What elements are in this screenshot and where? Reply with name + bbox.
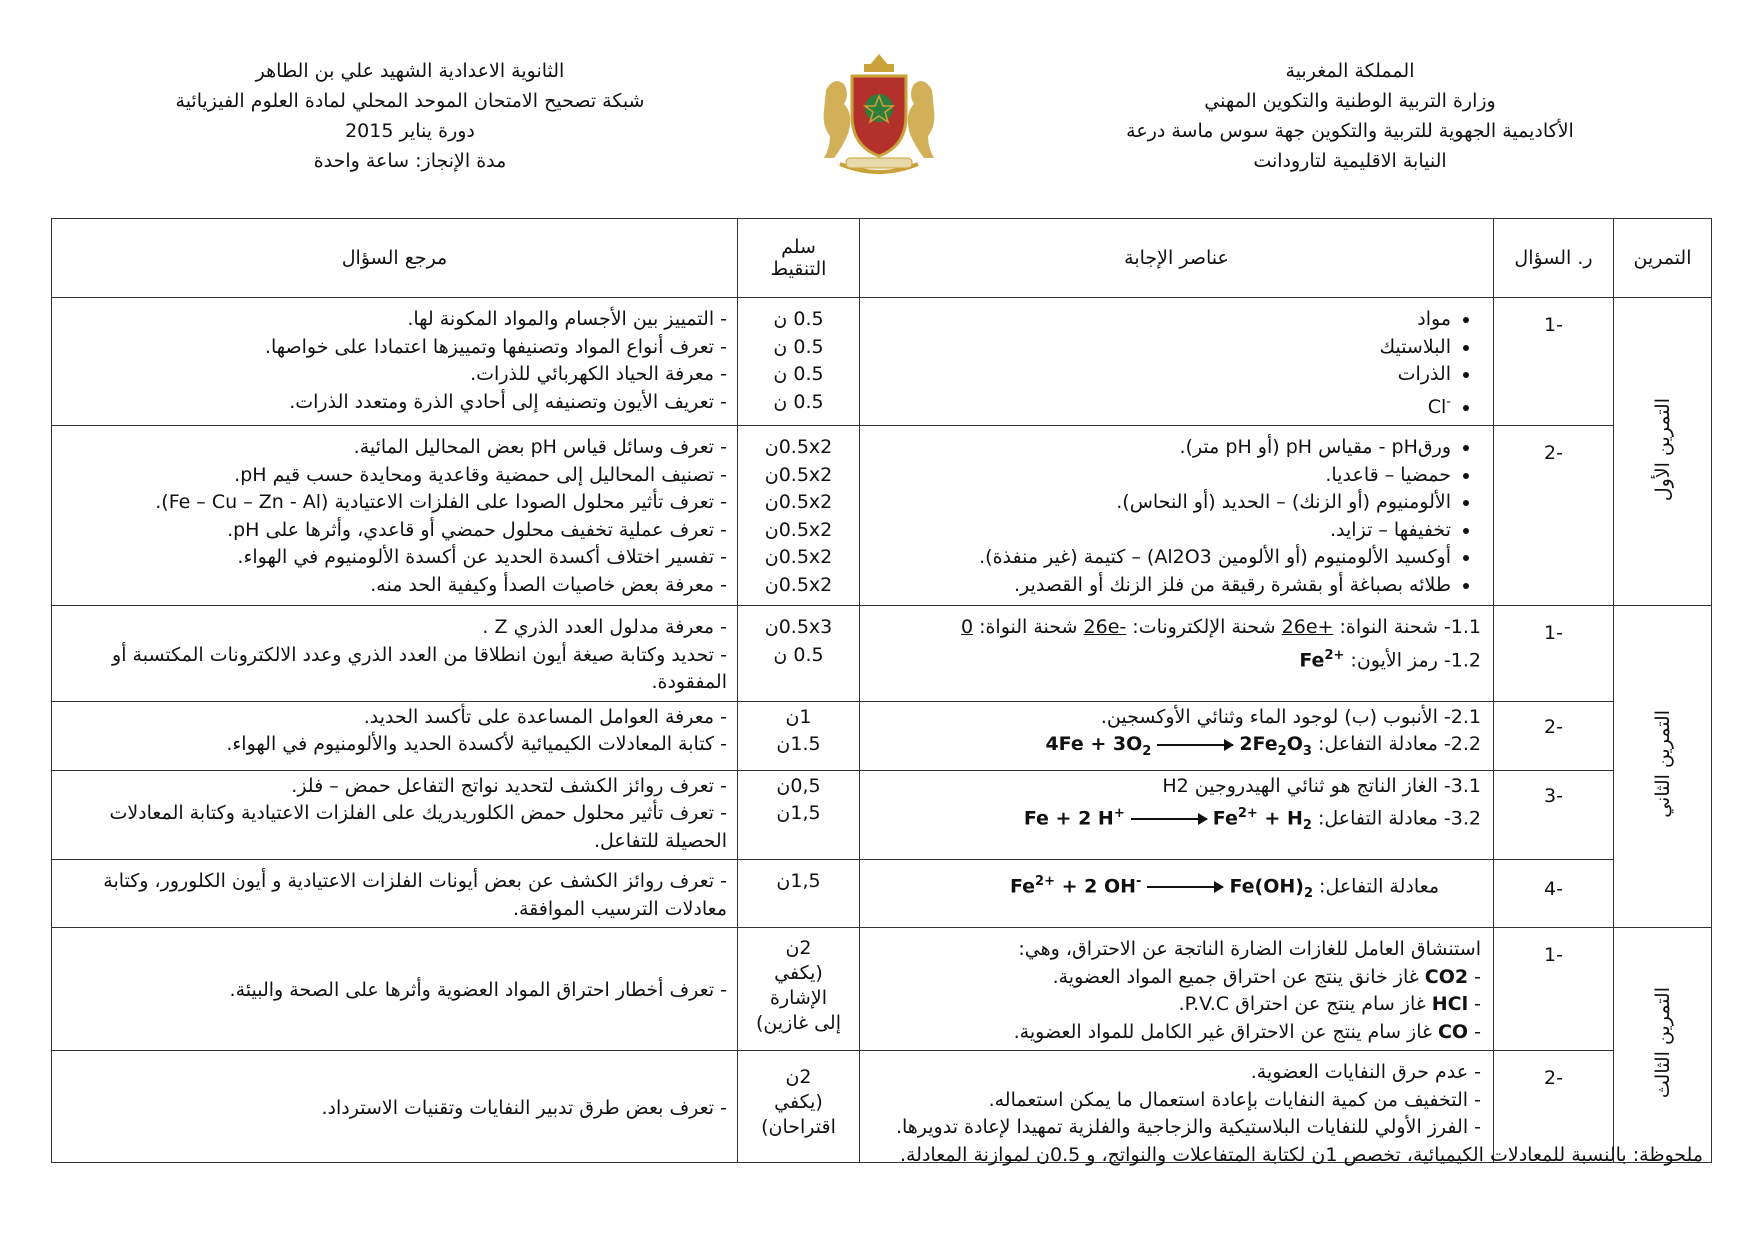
points-cell xyxy=(738,606,860,702)
points-note: إلى غازين) xyxy=(755,1012,841,1035)
points-value: 0.5x2ن xyxy=(764,463,833,486)
points-cell xyxy=(738,298,860,426)
points-value: 0.5x2ن xyxy=(764,546,833,569)
superscript: - xyxy=(1136,874,1142,890)
points-cell xyxy=(738,928,860,1051)
correction-table xyxy=(51,218,1712,1163)
reference-item: - التمييز بين الأجسام والمواد المكونة لها. xyxy=(407,308,727,330)
answer-text: 2.2- معادلة التفاعل: xyxy=(1311,733,1481,756)
header-right xyxy=(1030,56,1670,176)
points-value: 0.5x2ن xyxy=(764,436,833,459)
answer-cell xyxy=(860,298,1494,426)
net-charge: 0 xyxy=(960,616,974,639)
gas-name: CO2 xyxy=(1424,965,1469,988)
superscript: 2+ xyxy=(1237,806,1258,822)
answer-line: - CO2 غاز خانق ينتج عن احتراق جميع المواد العضوية. xyxy=(1052,965,1481,988)
answer-text: غاز سام ينتج عن الاحتراق غير الكامل للمواد العضوية. xyxy=(1013,1020,1438,1043)
answer-item: • حمضيا – قاعديا. xyxy=(868,462,1451,490)
answer-text: غاز سام ينتج عن احتراق P.V.C. xyxy=(1178,993,1432,1016)
table-row xyxy=(52,860,1712,928)
question-number: -4 xyxy=(1494,860,1614,928)
answer-cell xyxy=(860,770,1494,860)
header-right-line: المملكة المغربية xyxy=(1285,60,1415,82)
points-cell xyxy=(738,860,860,928)
header-question-reference: مرجع السؤال xyxy=(52,219,738,298)
points-value: 1.5ن xyxy=(776,733,821,756)
reference-item: - تحديد وكتابة صيغة أيون انطلاقا من العدد الذري وعدد الالكترونات المكتسبة أو المفقودة. xyxy=(112,643,727,694)
reference-item: - معرفة الحياد الكهربائي للذرات. xyxy=(470,363,727,385)
points-note: اقتراحان) xyxy=(761,1116,836,1139)
exercise-2-cell xyxy=(1614,606,1712,928)
session: دورة يناير 2015 xyxy=(345,120,475,142)
answer-line: - الفرز الأولي للنفايات البلاستيكية والزجاجية والفلزية تمهيدا لإعادة تدويرها. xyxy=(895,1116,1481,1139)
products: 2Fe xyxy=(1239,733,1278,756)
reaction-arrow-icon xyxy=(1147,886,1223,888)
points-note: الإشارة xyxy=(770,987,827,1010)
reference-item: - تعرف بعض طرق تدبير النفايات وتقنيات الاسترداد. xyxy=(321,1096,727,1119)
answer-line: 2.1- الأنبوب (ب) لوجود الماء وثنائي الأوكسجين. xyxy=(1100,705,1481,728)
reference-item: - تعرف تأثير محلول حمض الكلوريدريك على الفلزات الاعتيادية وكتابة المعادلات الحصيلة للتفاعل. xyxy=(109,802,727,852)
answer-item: • البلاستيك xyxy=(868,334,1451,362)
reference-cell xyxy=(52,298,738,426)
answer-cell xyxy=(860,928,1494,1051)
points-value: 2ن xyxy=(785,1066,812,1089)
reference-item: - تفسير اختلاف أكسدة الحديد عن أكسدة الألومنيوم في الهواء. xyxy=(237,546,727,569)
points-value: 1,5ن xyxy=(776,870,821,893)
subscript: 2 xyxy=(1302,818,1312,834)
reactants: + 2 OH xyxy=(1055,875,1137,898)
subscript: 2 xyxy=(1303,886,1314,902)
question-number: -3 xyxy=(1494,770,1614,860)
points-cell xyxy=(738,426,860,606)
answer-line xyxy=(868,642,1481,675)
table-row xyxy=(52,606,1712,702)
reference-cell xyxy=(52,426,738,606)
reference-item: - تعرف وسائل قياس pH بعض المحاليل المائية. xyxy=(353,436,727,459)
answer-text: شحنة الإلكترونات: xyxy=(1126,616,1282,639)
chemical-equation xyxy=(1010,868,1313,908)
answer-item: • الألومنيوم (أو الزنك) – الحديد (أو النحاس). xyxy=(868,489,1451,517)
answer-line: 3.1- الغاز الناتج هو ثنائي الهيدروجين H2 xyxy=(1162,774,1481,797)
chemical-equation xyxy=(1045,731,1311,765)
answer-line xyxy=(868,731,1481,765)
answer-item: • أوكسيد الألومنيوم (أو الألومين Al2O3) – كتيمة (غير منفذة). xyxy=(868,544,1451,572)
points-value: 2ن xyxy=(785,937,812,960)
superscript: + xyxy=(1113,806,1125,822)
reference-item: - تعرف روائز الكشف لتحديد نواتج التفاعل حمض – فلز. xyxy=(291,774,727,797)
table-row xyxy=(52,770,1712,860)
reference-item: - معرفة بعض خاصيات الصدأ وكيفية الحد منه. xyxy=(370,573,727,596)
question-number: -1 xyxy=(1494,928,1614,1051)
answer-text: شحنة النواة: xyxy=(973,616,1084,639)
table-header-row xyxy=(52,219,1712,298)
electron-charge: 26e- xyxy=(1083,616,1127,639)
ion-charge: 2+ xyxy=(1324,647,1345,663)
answer-line: - CO غاز سام ينتج عن الاحتراق غير الكامل للمواد العضوية. xyxy=(1013,1020,1481,1043)
answer-cell xyxy=(860,701,1494,770)
answer-text: 1.2- رمز الأيون: xyxy=(1344,649,1481,672)
reference-item: - معرفة العوامل المساعدة على تأكسد الحديد. xyxy=(363,705,727,728)
answer-item: • مواد xyxy=(868,306,1451,334)
school-name: الثانوية الاعدادية الشهيد علي بن الطاهر xyxy=(255,60,565,82)
points-note: (يكفي xyxy=(774,962,823,985)
products: + H xyxy=(1257,807,1303,830)
answer-item: • تخفيفها – تزايد. xyxy=(868,517,1451,545)
points-cell xyxy=(738,770,860,860)
table-row xyxy=(52,701,1712,770)
reactants: Fe + 2 H xyxy=(1023,807,1114,830)
answer-line xyxy=(868,800,1481,840)
exercise-3-cell xyxy=(1614,928,1712,1163)
header-question-number: ر. السؤال xyxy=(1494,219,1614,298)
header-right-line: الأكاديمية الجهوية للتربية والتكوين جهة سوس ماسة درعة xyxy=(1126,120,1574,142)
answer-cell xyxy=(860,426,1494,606)
answer-line: - التخفيف من كمية النفايات بإعادة استعمال ما يمكن استعماله. xyxy=(988,1088,1481,1111)
answer-text: 3.2- معادلة التفاعل: xyxy=(1311,807,1481,830)
reference-item: - كتابة المعادلات الكيميائية لأكسدة الحديد والألومنيوم في الهواء. xyxy=(226,733,727,756)
ion-symbol xyxy=(1299,642,1344,675)
document-title: شبكة تصحيح الامتحان الموحد المحلي لمادة العلوم الفيزيائية xyxy=(175,90,645,112)
question-number: -2 xyxy=(1494,701,1614,770)
header-left xyxy=(100,56,720,176)
header-right-line: النيابة الاقليمية لتارودانت xyxy=(1253,150,1447,172)
reference-item: - تعرف عملية تخفيف محلول حمضي أو قاعدي، وأثرها على pH. xyxy=(227,518,727,541)
answer-item-text: Cl xyxy=(1427,395,1447,418)
reference-cell xyxy=(52,770,738,860)
gas-name: CO xyxy=(1437,1020,1469,1043)
table-row xyxy=(52,298,1712,426)
exercise-1-cell xyxy=(1614,298,1712,606)
header-answer-elements: عناصر الإجابة xyxy=(860,219,1494,298)
products: O xyxy=(1286,733,1303,756)
subscript: 2 xyxy=(1277,744,1287,760)
reference-cell xyxy=(52,606,738,702)
answer-text: 1.1- شحنة النواة: xyxy=(1333,616,1481,639)
points-value: 0.5 ن xyxy=(773,363,824,385)
reference-cell xyxy=(52,928,738,1051)
subscript: 3 xyxy=(1302,744,1312,760)
products: Fe xyxy=(1212,807,1238,830)
reference-cell xyxy=(52,860,738,928)
gas-name: HCl xyxy=(1431,993,1469,1016)
table-row xyxy=(52,426,1712,606)
header-right-line: وزارة التربية الوطنية والتكوين المهني xyxy=(1204,90,1496,112)
reference-item: - تصنيف المحاليل إلى حمضية وقاعدية ومحايدة حسب قيم pH. xyxy=(234,463,727,486)
exercise-label: التمرين الثالث xyxy=(1651,987,1674,1099)
answer-text: غاز خانق ينتج عن احتراق جميع المواد العضوية. xyxy=(1052,965,1425,988)
ion-element: Fe xyxy=(1299,649,1325,672)
exercise-label: التمرين الأول xyxy=(1651,397,1674,501)
points-value: 0.5x2ن xyxy=(764,491,833,514)
question-number: -2 xyxy=(1494,426,1614,606)
points-value: 0.5x2ن xyxy=(764,518,833,541)
reference-item: - معرفة مدلول العدد الذري Z . xyxy=(482,616,727,639)
points-value: 1ن xyxy=(785,705,812,728)
points-value: 0.5 ن xyxy=(773,335,824,358)
answer-text: معادلة التفاعل: xyxy=(1313,875,1439,898)
reactants: Fe xyxy=(1009,875,1036,898)
points-value: 0,5ن xyxy=(776,774,821,797)
reference-item: - تعرف أنواع المواد وتصنيفها وتمييزها اعتمادا على خواصها. xyxy=(264,335,727,358)
header-exercise: التمرين xyxy=(1614,219,1712,298)
answer-item: • الذرات xyxy=(868,361,1451,389)
royal-emblem-icon xyxy=(812,46,946,184)
table-row xyxy=(52,928,1712,1051)
chemical-equation xyxy=(1024,800,1312,840)
points-value: 1,5ن xyxy=(776,802,821,825)
question-number: -2 xyxy=(1494,1051,1614,1163)
reference-item: - تعريف الأيون وتصنيفه إلى أحادي الذرة ومتعدد الذرات. xyxy=(289,390,727,413)
answer-cell xyxy=(860,606,1494,702)
answer-line xyxy=(868,868,1439,908)
reaction-arrow-icon xyxy=(1157,744,1233,746)
answer-cell xyxy=(860,860,1494,928)
answer-line: - HCl غاز سام ينتج عن احتراق P.V.C. xyxy=(1178,993,1481,1016)
points-value: 0.5x3ن xyxy=(764,616,833,639)
superscript: 2+ xyxy=(1035,874,1055,890)
answer-line: استنشاق العامل للغازات الضارة الناتجة عن الاحتراق، وهي: xyxy=(1018,938,1481,961)
reaction-arrow-icon xyxy=(1131,818,1207,820)
points-value: 0.5 ن xyxy=(773,308,824,330)
question-number: -1 xyxy=(1494,606,1614,702)
answer-item: • Cl- xyxy=(868,389,1451,422)
answer-item: • ورقpH - مقياس pH (أو pH متر). xyxy=(868,434,1451,462)
reference-item: - تعرف روائز الكشف عن بعض أيونات الفلزات الاعتيادية و أيون الكلورور، وكتابة معادلات الترسيب الموافقة. xyxy=(103,870,727,920)
reference-item: - تعرف أخطار احتراق المواد العضوية وأثرها على الصحة والبيئة. xyxy=(229,979,727,1002)
exercise-label: التمرين الثاني xyxy=(1651,710,1674,819)
duration: مدة الإنجاز: ساعة واحدة xyxy=(313,150,507,172)
nucleus-charge: 26e+ xyxy=(1281,616,1334,639)
points-value: 0.5x2ن xyxy=(764,573,833,596)
subscript: 2 xyxy=(1142,744,1152,760)
answer-line xyxy=(868,614,1481,642)
products: Fe(OH) xyxy=(1229,875,1304,898)
reactants: 4Fe + 3O xyxy=(1045,733,1143,756)
header-grading-scale: سلم التنقيط xyxy=(738,219,860,298)
footnote: ملحوظة: بالنسبة للمعادلات الكيميائية، تخصص 1ن لكتابة المتفاعلات والنواتج، و 0.5ن لموازنة المعادلة. xyxy=(899,1144,1703,1166)
answer-item: • طلائه بصباغة أو بقشرة رقيقة من فلز الزنك أو القصدير. xyxy=(868,572,1451,600)
points-value: 0.5 ن xyxy=(773,643,824,666)
points-note: (يكفي xyxy=(774,1091,823,1114)
question-number: -1 xyxy=(1494,298,1614,426)
reference-item: - تعرف تأثير محلول الصودا على الفلزات الاعتيادية (Fe – Cu – Zn - Al). xyxy=(155,491,727,514)
points-value: 0.5 ن xyxy=(773,390,824,413)
points-cell xyxy=(738,701,860,770)
reference-cell xyxy=(52,701,738,770)
answer-line: - عدم حرق النفايات العضوية. xyxy=(1250,1061,1481,1084)
